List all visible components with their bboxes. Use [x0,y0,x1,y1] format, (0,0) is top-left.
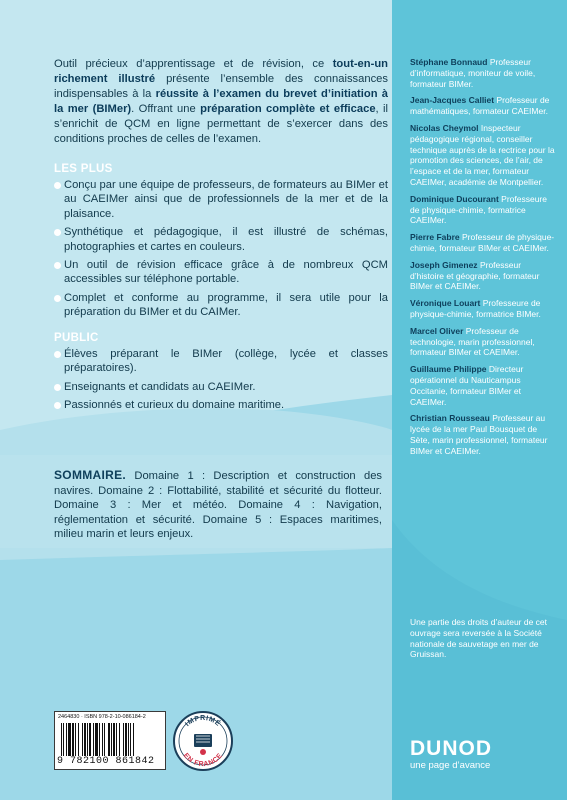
intro-text-3: . Offrant une [131,103,201,116]
list-item: Synthétique et pédagogique, il est illustré de schémas, photographies et cartes en couleurs. [54,225,388,254]
intro-bold-3: préparation complète et efficace [200,103,376,116]
intro-paragraph [54,57,388,148]
les-plus-list [54,178,388,324]
public-list [54,347,388,417]
intro-bold-2: réussite à l’examen du brevet d’initiation à la mer (BIMer) [54,88,388,116]
isbn-barcode [54,711,166,770]
intro-text-2: présente l’ensemble des connaissances indispensables à la [54,73,388,101]
bullet-icon [54,229,61,236]
svg-text:IMPRIMÉ: IMPRIMÉ [184,715,222,729]
bullet-icon [54,262,61,269]
list-item: Complet et conforme au programme, il sera utile pour la préparation du BIMer et du CAIMer. [54,291,388,320]
intro-bold-1: tout-en-un richement illustré [54,58,388,86]
author-entry: Stéphane Bonnaud Professeur d’informatique, moniteur de voile, formateur BIMer. [410,57,536,89]
barcode-bars [59,723,161,756]
bullet-icon [54,402,61,409]
bullet-icon [54,384,61,391]
royalties-note: Une partie des droits d’auteur de cet ouvrage sera reversée à la Société nationale de sauvetage en mer de Gruissan. [410,617,548,660]
list-item: Passionnés et curieux du domaine maritime. [54,398,388,412]
publisher-name: DUNOD [410,737,492,760]
author-entry: Nicolas Cheymol Inspecteur pédagogique régional, conseiller technique auprès de la rectrice pour la promotion des sciences, de l’air, de l’espace et de la mer, formateur CAEIMer, académie de Montpellier. [410,122,555,187]
author-entry: Joseph Gimenez Professeur d’histoire et géographie, formateur BIMer et CAEIMer. [410,259,540,292]
author-entry: Véronique Louart Professeure de physique-chimie, formatrice BIMer. [410,298,541,319]
public-heading: PUBLIC [54,332,99,344]
author-entry: Christian Rousseau Professeur au lycée de la mer Paul Bousquet de Sète, marin professionnel, formateur BIMer et CAEIMer. [410,413,548,456]
list-item: Élèves préparant le BIMer (collège, lycée et classes préparatoires). [54,347,388,376]
svg-text:EN FRANCE: EN FRANCE [181,752,225,769]
bullet-icon [54,182,61,189]
author-entry: Pierre Fabre Professeur de physique-chimie, formateur BIMer et CAEIMer. [410,232,555,253]
author-entry: Guillaume Philippe Directeur opérationnel du Nauticampus Occitanie, formateur BIMer et CAEIMer. [410,364,524,407]
author-entry: Dominique Ducourant Professeure de physique-chimie, formatrice CAEIMer. [410,193,547,226]
bullet-icon [54,351,61,358]
sommaire-text: Domaine 1 : Description et construction des navires. Domaine 2 : Flottabilité, stabilité et sécurité du flotteur. Domaine 3 : Mer et météo. Domaine 4 : Navigation, réglementation et sécurité. Domaine 5 : Espaces maritimes, milieu marin et leurs enjeux. [54,470,383,541]
bullet-icon [54,295,61,302]
isbn-text: 2464830 · ISBN 978-2-10-086184-2 [58,714,146,720]
list-item: Enseignants et candidats au CAEIMer. [54,380,388,394]
author-entry: Jean-Jacques Calliet Professeur de mathématiques, formateur CAEIMer. [410,95,550,117]
list-item: Conçu par une équipe de professeurs, de formateurs au BIMer et au CAEIMer ainsi que de professionnels de la mer et de la plaisance. [54,178,388,221]
barcode-number: 9 782100 861842 [57,756,155,767]
intro-text-4: , il s’enrichit de QCM en ligne permettant de s’exercer dans des conditions proches de celles de l’examen. [54,103,389,146]
imprime-en-france-badge [172,710,234,772]
publisher-tagline: une page d’avance [410,760,491,771]
list-item: Un outil de révision efficace grâce à de nombreux QCM accessibles sur téléphone portable. [54,258,388,287]
sommaire-title: SOMMAIRE. [54,468,127,482]
author-entry: Marcel Oliver Professeur de technologie, marin professionnel, formateur BIMer et CAEIMer. [410,325,535,358]
publisher-logo [410,738,510,771]
authors-column [410,57,556,463]
les-plus-heading: LES PLUS [54,163,113,175]
sommaire-block [54,468,382,542]
intro-text-1: Outil précieux d’apprentissage et de révision, ce [54,58,333,70]
